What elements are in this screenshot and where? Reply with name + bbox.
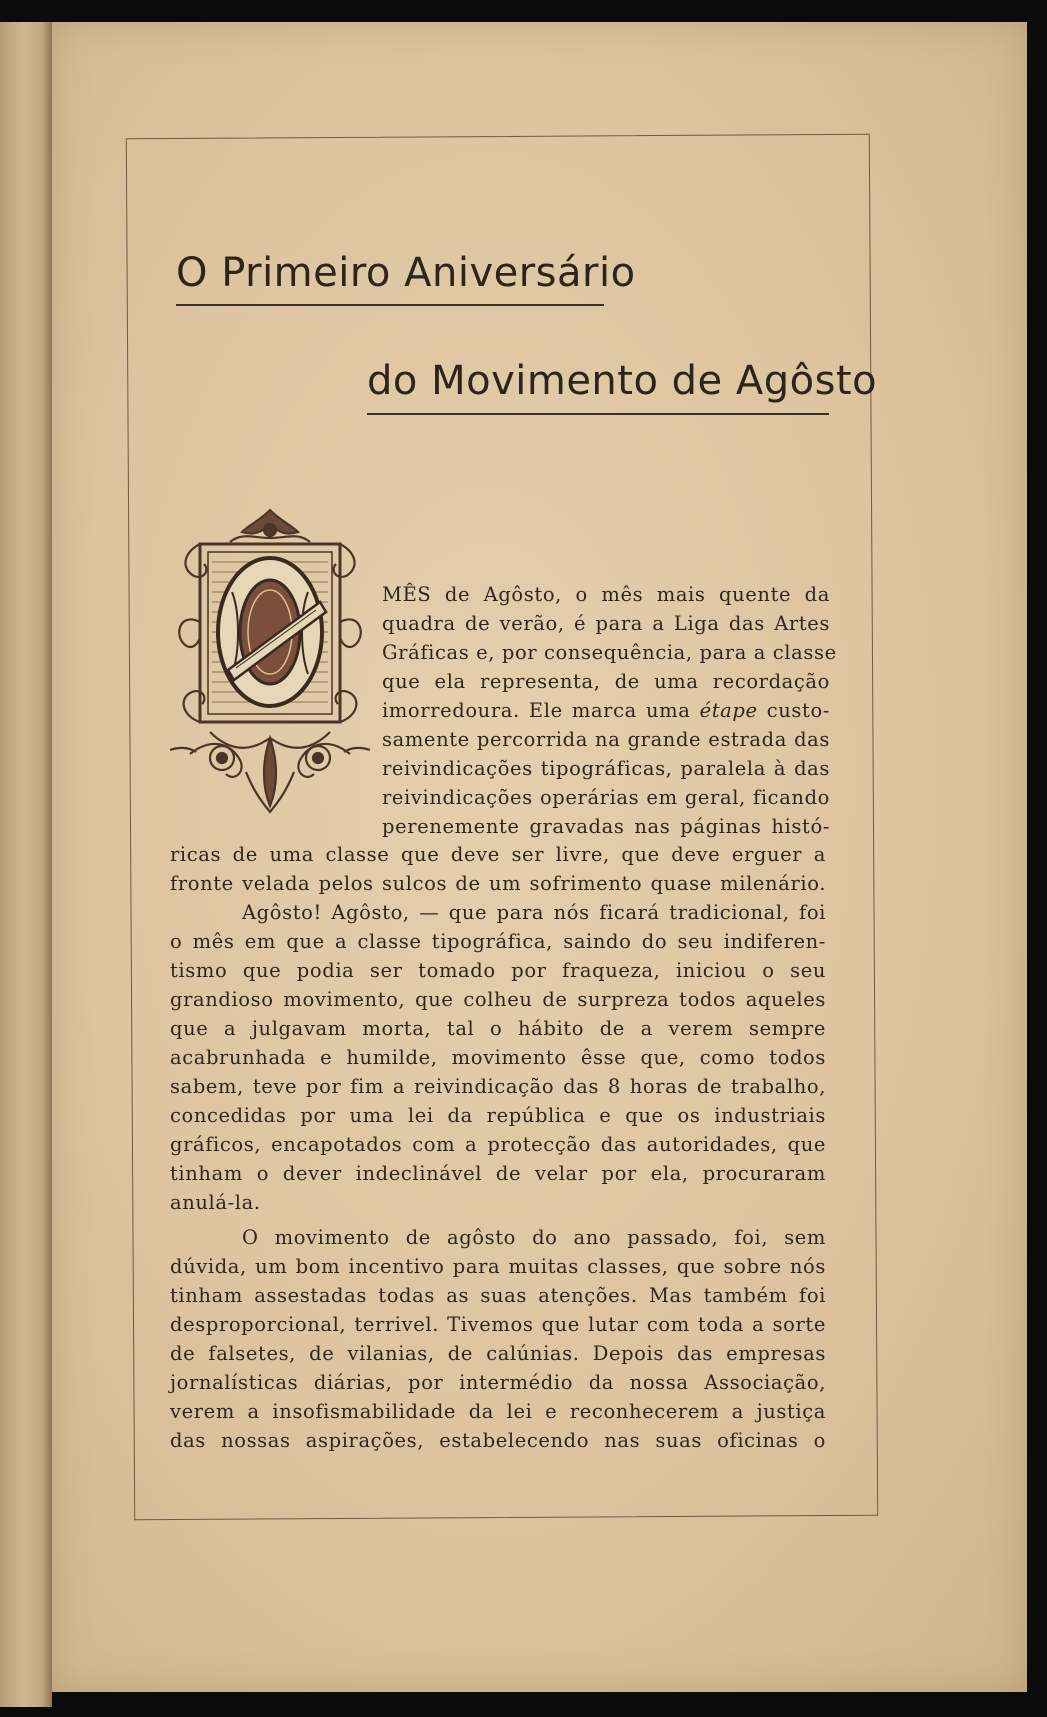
text-line: concedidas por uma lei da república e que os industriais — [170, 1104, 826, 1127]
text-line: que ela representa, de uma recordação — [382, 670, 830, 693]
italic-word: étape — [699, 699, 758, 722]
text-line: anulá-la. — [170, 1191, 261, 1214]
text-fragment: imorredoura. Ele marca uma — [382, 699, 700, 722]
text-line: tinham o dever indeclinável de velar por ela, procuraram — [170, 1162, 826, 1185]
text-line: sabem, teve por fim a reivindicação das 8 horas de trabalho, — [170, 1075, 826, 1098]
text-line: das nossas aspirações, estabelecendo nas suas oficinas o — [170, 1429, 826, 1452]
first-paragraph — [382, 580, 837, 841]
text-line: gráficos, encapotados com a protecção das autoridades, que — [170, 1133, 826, 1156]
text-line: que a julgavam morta, tal o hábito de a verem sempre — [170, 1017, 826, 1040]
text-line — [382, 580, 830, 609]
title-line-2: do Movimento de Agôsto — [367, 358, 878, 404]
previous-page-edge — [0, 22, 52, 1707]
text-line: dúvida, um bom incentivo para muitas classes, que sobre nós — [170, 1255, 826, 1278]
text-line: verem a insofismabilidade da lei e reconhecerem a justiça — [170, 1400, 826, 1423]
text-line: tinham assestadas todas as suas atenções. Mas também foi — [170, 1284, 826, 1307]
text-line: reivindicações tipográficas, paralela à das — [382, 757, 830, 780]
lead-word: MÊS — [382, 583, 432, 606]
text-line: fronte velada pelos sulcos de um sofrimento quase milenário. — [170, 872, 826, 895]
text-line: desproporcional, terrivel. Tivemos que lutar com toda a sorte — [170, 1313, 826, 1336]
text-line: acabrunhada e humilde, movimento êsse que, como todos — [170, 1046, 826, 1069]
text-line: grandioso movimento, que colheu de surpreza todos aqueles — [170, 988, 826, 1011]
text-line: o mês em que a classe tipográfica, saindo do seu indiferen- — [170, 930, 826, 953]
ornamental-drop-cap — [170, 502, 370, 822]
title-line-1: O Primeiro Aniversário — [176, 250, 636, 296]
text-line: Agôsto! Agôsto, — que para nós ficará tradicional, foi — [242, 901, 826, 924]
text-line: jornalísticas diárias, por intermédio da nossa Associação, — [170, 1371, 826, 1394]
text-line: ricas de uma classe que deve ser livre, que deve erguer a — [170, 843, 826, 866]
text-line — [382, 696, 830, 725]
text-line: reivindicações operárias em geral, ficando — [382, 786, 830, 809]
title-underline-1 — [176, 304, 604, 306]
text-fragment: custo- — [757, 699, 830, 722]
text-line: samente percorrida na grande estrada das — [382, 728, 830, 751]
article-body — [170, 840, 826, 1455]
text-line: de falsetes, de vilanias, de calúnias. Depois das empresas — [170, 1342, 826, 1365]
text-line: O movimento de agôsto do ano passado, foi, sem — [242, 1226, 826, 1249]
text-line: perenemente gravadas nas páginas histó- — [382, 815, 830, 838]
text-line: quadra de verão, é para a Liga das Artes — [382, 612, 830, 635]
title-underline-2 — [367, 413, 829, 415]
text-line: tismo que podia ser tomado por fraqueza, iniciou o seu — [170, 959, 826, 982]
text-line: Gráficas e, por consequência, para a classe — [382, 641, 837, 664]
text-fragment: de Agôsto, o mês mais quente da — [431, 583, 830, 606]
